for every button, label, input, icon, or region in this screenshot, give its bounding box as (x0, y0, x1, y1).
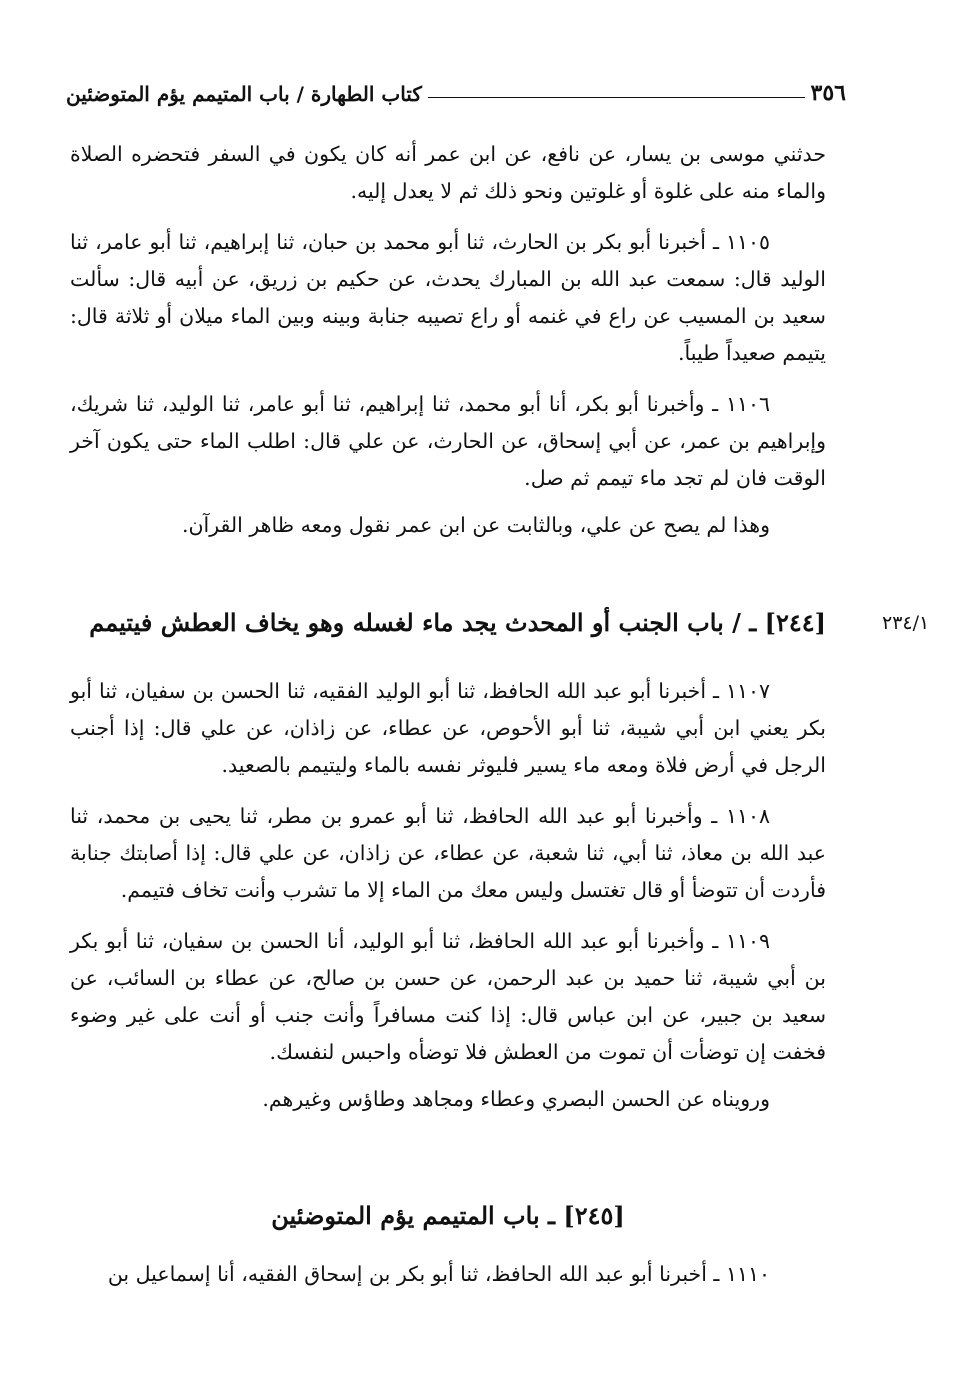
paragraph-continued: حدثني موسى بن يسار، عن نافع، عن ابن عمر أنه كان يكون في السفر فتحضره الصلاة والماء منه على غلوة أو غلوتين ونحو ذلك ثم لا يعدل إليه. (70, 142, 826, 203)
page-number: ٣٥٦ (810, 80, 846, 106)
section-244-body (70, 673, 826, 1118)
chapter-heading-245: [٢٤٥] ـ باب المتيمم يؤم المتوضئين (271, 1201, 625, 1230)
running-title: كتاب الطهارة / باب المتيمم يؤم المتوضئين (66, 82, 422, 106)
hadith-1110: ١١١٠ ـ أخبرنا أبو عبد الله الحافظ، ثنا أبو بكر بن إسحاق الفقيه، أنا إسماعيل بن (107, 1262, 770, 1286)
hadith-1106: ١١٠٦ ـ وأخبرنا أبو بكر، أنا أبو محمد، ثنا إبراهيم، ثنا أبو عامر، ثنا الوليد، ثنا شريك، وإبراهيم بن عمر، عن أبي إسحاق، عن الحارث، عن علي قال: اطلب الماء حتى يكون آخر الوقت فان لم تجد ماء تيمم ثم صل. (70, 392, 826, 490)
commentary-2: ورويناه عن الحسن البصري وعطاء ومجاهد وطاؤس وغيرهم. (262, 1087, 770, 1111)
section-245-body (70, 1256, 826, 1293)
hadith-1108: ١١٠٨ ـ وأخبرنا أبو عبد الله الحافظ، ثنا أبو عمرو بن مطر، ثنا يحيى بن محمد، ثنا عبد الله بن معاذ، ثنا أبي، ثنا شعبة، عن عطاء، عن زاذان، عن علي قال: إذا أصابتك جنابة فأردت أن تتوضأ أو قال تغتسل وليس معك من الماء إلا ما تشرب وأنت تخاف فتيمم. (70, 804, 826, 902)
hadith-1109: ١١٠٩ ـ وأخبرنا أبو عبد الله الحافظ، ثنا أبو الوليد، أنا الحسن بن سفيان، ثنا أبو بكر بن أبي شيبة، ثنا حميد بن عبد الرحمن، عن حسن بن صالح، عن عطاء بن السائب، عن سعيد بن جبير، عن ابن عباس قال: إذا كنت مسافراً وأنت جنب أو أنت على غير وضوء فخفت إن توضأت أن تموت من العطش فلا توضأه واحبس لنفسك. (70, 929, 826, 1064)
hadith-1107: ١١٠٧ ـ أخبرنا أبو عبد الله الحافظ، ثنا أبو الوليد الفقيه، ثنا الحسن بن سفيان، ثنا أبو بكر يعني ابن أبي شيبة، ثنا أبو الأحوص، عن عطاء، عن زاذان، عن علي قال: إذا أجنب الرجل في أرض فلاة ومعه ماء يسير فليوثر نفسه بالماء وليتيمم بالصعيد. (70, 679, 826, 777)
section-continuation (70, 136, 826, 544)
hadith-1105: ١١٠٥ ـ أخبرنا أبو بكر بن الحارث، ثنا أبو محمد بن حبان، ثنا إبراهيم، ثنا أبو عامر، ثنا الوليد قال: سمعت عبد الله بن المبارك يحدث، عن حكيم بن زريق، عن أبيه قال: سألت سعيد بن المسيب عن راع في غنمه أو راع تصيبه جنابة وبينه وبين الماء ميلان أو ثلاثة قال: يتيمم صعيداً طيباً. (70, 230, 826, 365)
running-header (66, 72, 846, 106)
header-rule (428, 97, 805, 98)
margin-reference: ٢٣٤/١ (882, 612, 930, 634)
chapter-heading-244: [٢٤٤] ـ / باب الجنب أو المحدث يجد ماء لغسله وهو يخاف العطش فيتيمم (89, 608, 826, 637)
commentary-1: وهذا لم يصح عن علي، وبالثابت عن ابن عمر نقول ومعه ظاهر القرآن. (181, 513, 770, 537)
